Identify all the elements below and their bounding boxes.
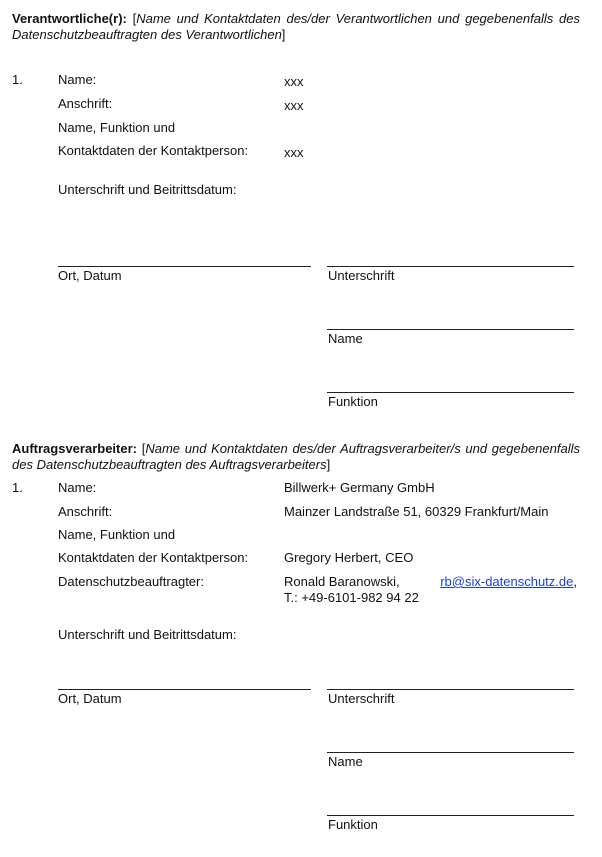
address-value: xxx: [284, 98, 304, 113]
place-date-label: Ort, Datum: [58, 268, 122, 283]
name-line: [327, 752, 574, 753]
signature-prompt: Unterschrift und Beitrittsdatum:: [58, 182, 237, 197]
dpo-email-wrap: [440, 574, 577, 590]
signature-prompt: Unterschrift und Beitrittsdatum:: [58, 627, 237, 642]
signature-label: Unterschrift: [328, 268, 395, 283]
name-value: Billwerk+ Germany GmbH: [284, 480, 435, 495]
dpo-email-link[interactable]: rb@six-datenschutz.de: [440, 574, 574, 589]
function-line: [327, 392, 574, 393]
signature-label: Unterschrift: [328, 691, 395, 706]
name-label: Name:: [58, 480, 97, 495]
address-label: Anschrift:: [58, 96, 113, 111]
item-number: 1.: [12, 72, 23, 87]
contact-value: xxx: [284, 145, 304, 160]
function-line: [327, 815, 574, 816]
controller-heading: Verantwortliche(r):: [12, 11, 127, 26]
place-date-line: [58, 266, 311, 267]
bracket-open: [: [141, 441, 146, 456]
processor-heading: Auftragsverarbeiter:: [12, 441, 137, 456]
function-field-label: Funktion: [328, 394, 378, 409]
dpo-line1: [284, 574, 577, 590]
contact-label-line2: Kontaktdaten der Kontaktperson:: [58, 143, 249, 158]
dpo-sep: ,: [573, 574, 577, 589]
dpo-name: Ronald Baranowski,: [284, 574, 400, 589]
place-date-label: Ort, Datum: [58, 691, 122, 706]
name-line: [327, 329, 574, 330]
contact-label-line1: Name, Funktion und: [58, 527, 176, 542]
bracket-close: ]: [326, 457, 331, 472]
dpo-label: Datenschutzbeauftragter:: [58, 574, 204, 589]
bracket-close: ]: [281, 27, 286, 42]
controller-heading-paragraph: [12, 11, 580, 43]
contact-label-line2: Kontaktdaten der Kontaktperson:: [58, 550, 249, 565]
signature-line: [327, 689, 574, 690]
item-number: 1.: [12, 480, 23, 495]
function-field-label: Funktion: [328, 817, 378, 832]
processor-heading-paragraph: [12, 441, 580, 473]
dpo-phone: T.: +49-6101-982 94 22: [284, 590, 419, 605]
contact-value: Gregory Herbert, CEO: [284, 550, 414, 565]
bracket-open: [: [132, 11, 137, 26]
signature-line: [327, 266, 574, 267]
place-date-line: [58, 689, 311, 690]
processor-note: Name und Kontaktdaten des/der Auftragsverarbeiter/s und gegebenenfalls des Datenschutzbeauftragten des Auftragsverarbeiters: [12, 441, 580, 472]
name-field-label: Name: [328, 754, 363, 769]
controller-note: Name und Kontaktdaten des/der Verantwortlichen und gegebenenfalls des Datenschutzbeauftragten des Verantwortlichen: [12, 11, 580, 42]
name-value: xxx: [284, 74, 304, 89]
name-label: Name:: [58, 72, 97, 87]
name-field-label: Name: [328, 331, 363, 346]
contact-label-line1: Name, Funktion und: [58, 120, 176, 135]
address-value: Mainzer Landstraße 51, 60329 Frankfurt/Main: [284, 504, 549, 519]
address-label: Anschrift:: [58, 504, 113, 519]
